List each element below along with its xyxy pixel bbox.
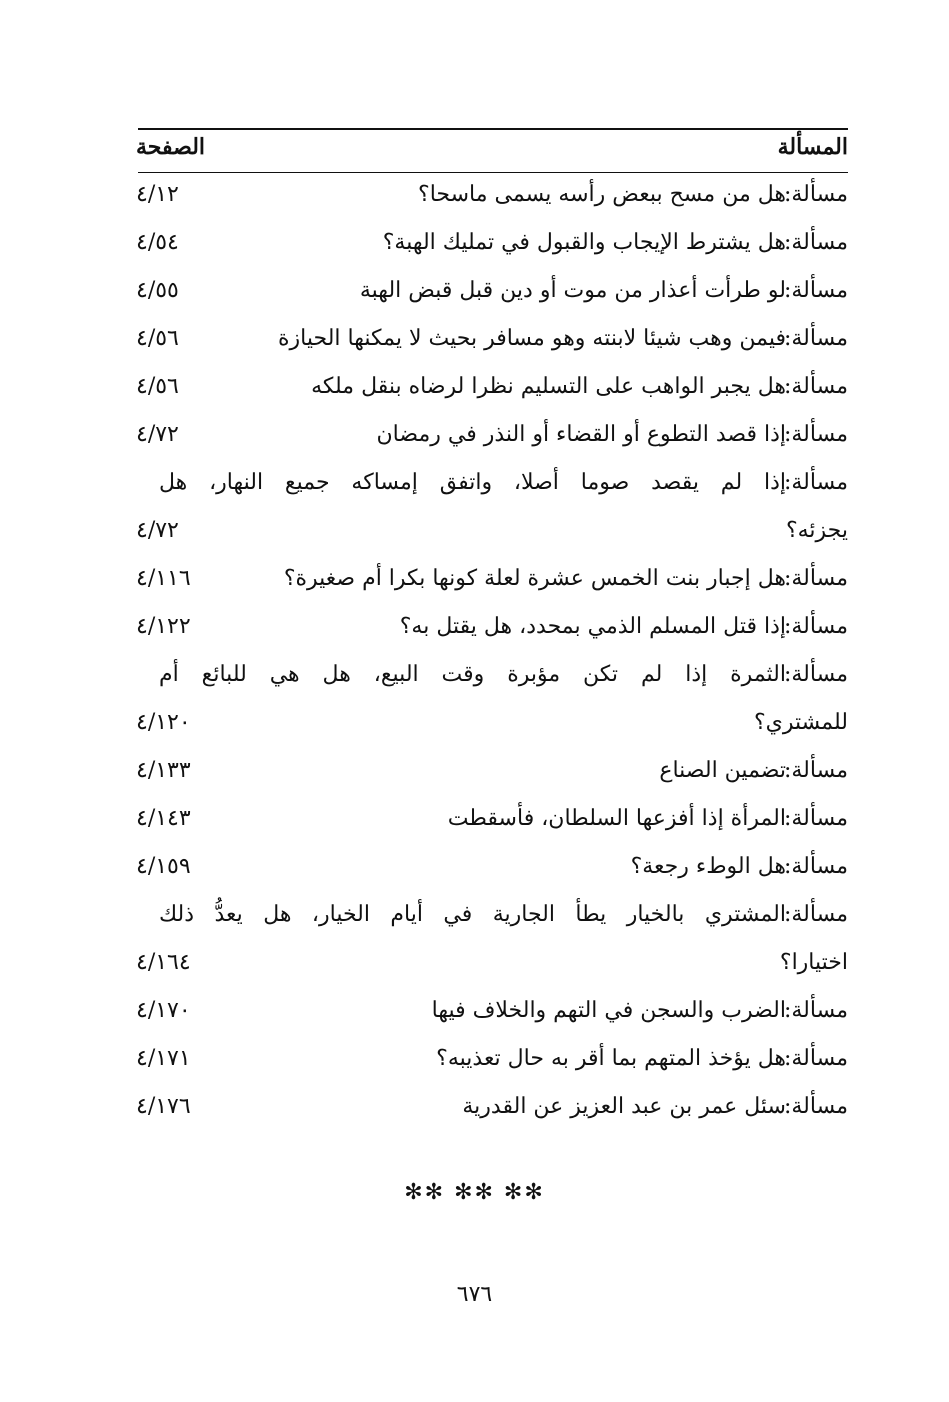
- header-bottom-rule: [138, 172, 848, 173]
- entry-page-ref: ٤/٧٢: [136, 518, 179, 543]
- entry-label: مسألة:: [783, 566, 848, 591]
- index-entry-continuation: [0, 510, 949, 558]
- entry-label: مسألة:: [783, 374, 848, 399]
- index-entry: [0, 318, 949, 366]
- entry-text: هل يشترط الإيجاب والقبول في تمليك الهبة؟: [382, 230, 786, 255]
- entry-text: الضرب والسجن في التهم والخلاف فيها: [431, 998, 786, 1023]
- entry-page-ref: ٤/١٧١: [136, 1046, 191, 1071]
- entry-label: مسألة:: [783, 902, 848, 927]
- entry-page-ref: ٤/١٦٤: [136, 950, 191, 975]
- entry-page-ref: ٤/٥٦: [136, 374, 179, 399]
- issue-column-header: المسألة: [777, 134, 848, 160]
- entry-text: المرأة إذا أفزعها السلطان، فأسقطت: [447, 806, 786, 831]
- index-entry: [0, 366, 949, 414]
- entry-text: هل الوطء رجعة؟: [630, 854, 786, 879]
- page-column-header: الصفحة: [136, 134, 206, 160]
- entry-text: إذا لم يقصد صوما أصلا، واتفق إمساكه جميع النهار، هل: [159, 470, 786, 495]
- entry-label: مسألة:: [783, 470, 848, 495]
- entry-page-ref: ٤/٥٦: [136, 326, 179, 351]
- entry-label: مسألة:: [783, 278, 848, 303]
- entry-label: مسألة:: [783, 998, 848, 1023]
- index-entry: [0, 990, 949, 1038]
- entry-text: إذا قصد التطوع أو القضاء أو النذر في رمضان: [376, 422, 786, 447]
- index-entry: [0, 894, 949, 942]
- index-entry: [0, 174, 949, 222]
- index-entry: [0, 1038, 949, 1086]
- entry-label: مسألة:: [783, 182, 848, 207]
- index-entry: [0, 270, 949, 318]
- entry-page-ref: ٤/١٢٢: [136, 614, 191, 639]
- entry-page-ref: ٤/١٢: [136, 182, 179, 207]
- entry-page-ref: ٤/٥٤: [136, 230, 179, 255]
- entry-label: مسألة:: [783, 230, 848, 255]
- entry-text: هل يجبر الواهب على التسليم نظرا لرضاه بنقل ملكه: [311, 374, 786, 399]
- page-number: ٦٧٦: [456, 1282, 493, 1307]
- index-entry: [0, 462, 949, 510]
- entry-page-ref: ٤/١٧٦: [136, 1094, 191, 1119]
- entry-label: مسألة:: [783, 326, 848, 351]
- index-entry-continuation: [0, 702, 949, 750]
- section-ornament: ✻✻ ✻✻ ✻✻: [404, 1180, 545, 1205]
- index-entry: [0, 846, 949, 894]
- entry-text: هل من مسح ببعض رأسه يسمى ماسحا؟: [418, 182, 786, 207]
- entry-label: مسألة:: [783, 806, 848, 831]
- entry-label: مسألة:: [783, 1046, 848, 1071]
- entry-label: مسألة:: [783, 614, 848, 639]
- entry-text-continuation: للمشتري؟: [753, 710, 848, 735]
- index-entry-continuation: [0, 942, 949, 990]
- entry-label: مسألة:: [783, 758, 848, 783]
- entry-page-ref: ٤/١٤٣: [136, 806, 191, 831]
- entry-page-ref: ٤/١٣٣: [136, 758, 191, 783]
- entry-page-ref: ٤/١٢٠: [136, 710, 191, 735]
- index-entry: [0, 654, 949, 702]
- entry-page-ref: ٤/٧٢: [136, 422, 179, 447]
- entry-text: تضمين الصناع: [659, 758, 786, 783]
- entry-page-ref: ٤/١١٦: [136, 566, 191, 591]
- entry-text: هل يؤخذ المتهم بما أقر به حال تعذيبه؟: [436, 1046, 786, 1071]
- entry-label: مسألة:: [783, 662, 848, 687]
- index-entry: [0, 414, 949, 462]
- entry-text: فيمن وهب شيئا لابنته وهو مسافر بحيث لا يمكنها الحيازة: [278, 326, 786, 351]
- entry-page-ref: ٤/١٥٩: [136, 854, 191, 879]
- entry-text: سئل عمر بن عبد العزيز عن القدرية: [462, 1094, 786, 1119]
- index-entry: [0, 222, 949, 270]
- entry-text: إذا قتل المسلم الذمي بمحدد، هل يقتل به؟: [399, 614, 786, 639]
- index-entry: [0, 558, 949, 606]
- entry-text: الثمرة إذا لم تكن مؤبرة وقت البيع، هل هي للبائع أم: [159, 662, 786, 687]
- entry-text-continuation: يجزئه؟: [785, 518, 848, 543]
- entry-text: لو طرأت أعذار من موت أو دين قبل قبض الهبة: [359, 278, 786, 303]
- entry-page-ref: ٤/٥٥: [136, 278, 179, 303]
- entry-text: المشتري بالخيار يطأ الجارية في أيام الخيار، هل يعدُّ ذلك: [159, 902, 786, 927]
- index-entry: [0, 798, 949, 846]
- header-top-rule: [138, 128, 848, 130]
- index-entries: [0, 174, 949, 1134]
- entry-label: مسألة:: [783, 1094, 848, 1119]
- index-entry: [0, 606, 949, 654]
- entry-label: مسألة:: [783, 854, 848, 879]
- entry-label: مسألة:: [783, 422, 848, 447]
- index-entry: [0, 1086, 949, 1134]
- index-entry: [0, 750, 949, 798]
- entry-page-ref: ٤/١٧٠: [136, 998, 191, 1023]
- entry-text-continuation: اختيارا؟: [779, 950, 848, 975]
- entry-text: هل إجبار بنت الخمس عشرة لعلة كونها بكرا أم صغيرة؟: [283, 566, 786, 591]
